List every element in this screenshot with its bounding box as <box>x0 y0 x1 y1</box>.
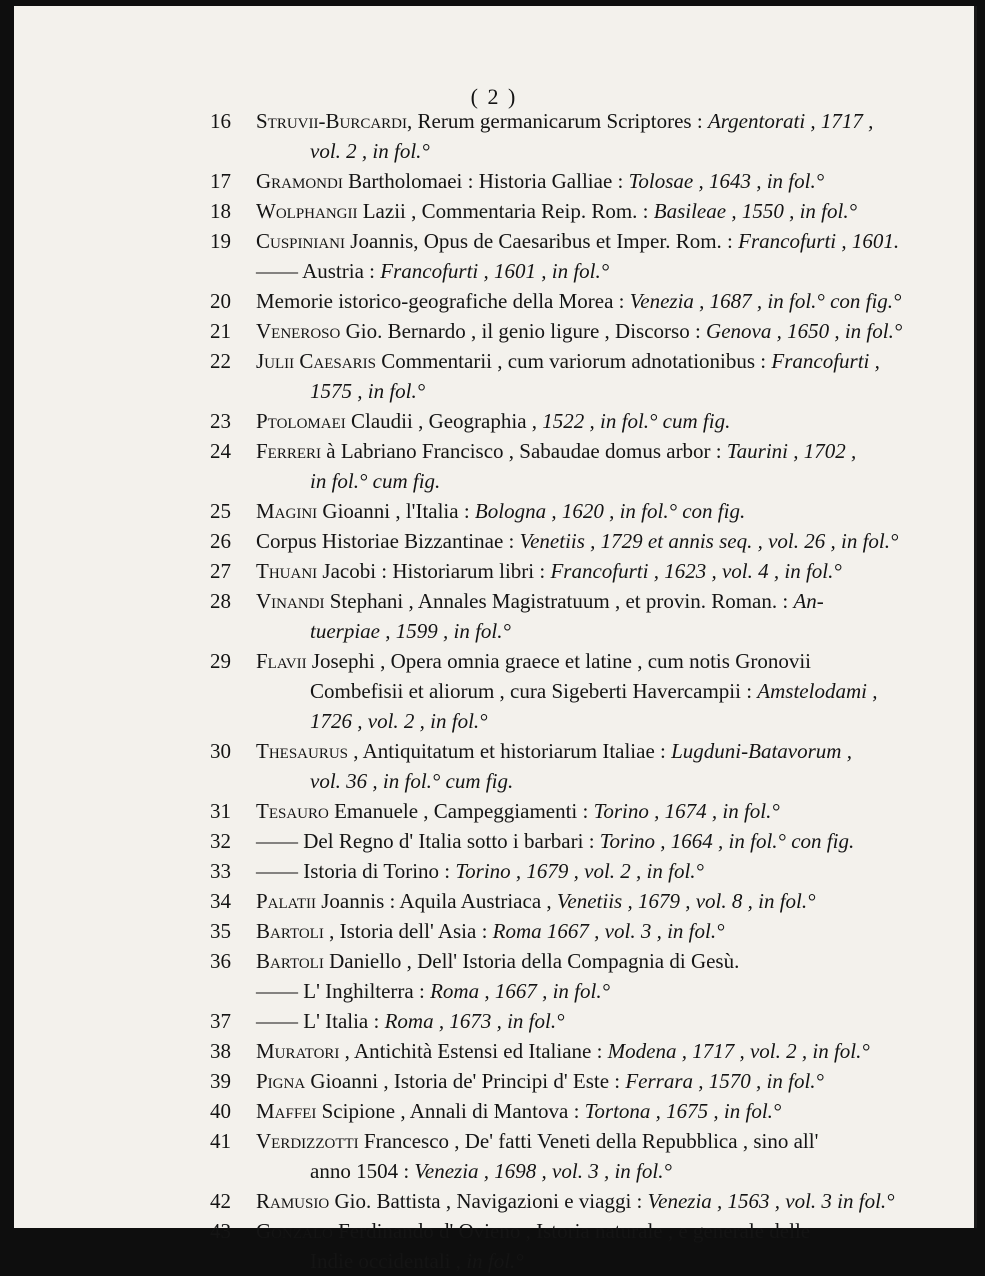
publication-info: 1575 , in fol.° <box>310 379 426 403</box>
author-name: Veneroso <box>256 319 341 343</box>
entry-text <box>256 406 730 436</box>
entry-number: 37 <box>210 1009 231 1033</box>
author-name: Ferreri <box>256 439 322 463</box>
entry-continuation-line <box>14 1246 974 1276</box>
entry-line <box>14 826 974 856</box>
entry-text <box>310 616 511 646</box>
entry-text <box>256 886 816 916</box>
author-name: Palatii <box>256 889 316 913</box>
title-text: Josephi , Opera omnia graece et latine , cum notis Gronovii <box>306 649 812 673</box>
author-name: Bartoli <box>256 949 324 973</box>
entry-number: 25 <box>210 499 231 523</box>
bibliography-entry <box>14 256 974 286</box>
title-text: Lazii , Commentaria Reip. Rom. : <box>357 199 654 223</box>
entry-continuation-line <box>14 1156 974 1186</box>
entry-number: 41 <box>210 1129 231 1153</box>
entry-number: 16 <box>210 109 231 133</box>
entry-number: 39 <box>210 1069 231 1093</box>
entry-line <box>14 796 974 826</box>
title-text: , Istoria dell' Asia : <box>323 919 493 943</box>
author-name: Gramondi <box>256 169 343 193</box>
title-text: Gio. Bernardo , il genio ligure , Discorso : <box>340 319 707 343</box>
title-text: Gio. Battista , Navigazioni e viaggi : <box>329 1189 648 1213</box>
bibliography-entry <box>14 406 974 436</box>
title-text: Francesco , De' fatti Veneti della Repubblica , sino all' <box>358 1129 819 1153</box>
title-text: —— L' Inghilterra : <box>256 979 431 1003</box>
entry-number: 23 <box>210 409 231 433</box>
author-name: Pigna <box>256 1069 306 1093</box>
entry-number: 19 <box>210 229 231 253</box>
entry-text <box>256 586 824 616</box>
entry-line <box>14 586 974 616</box>
title-text: Combefisii et aliorum , cura Sigeberti Havercampii : <box>310 679 758 703</box>
bibliography-entry <box>14 796 974 826</box>
entry-number: 36 <box>210 949 231 973</box>
entry-text <box>256 1186 895 1216</box>
publication-info: tuerpiae , 1599 , in fol.° <box>310 619 511 643</box>
title-text: Gioanni , Istoria de' Principi d' Este : <box>305 1069 626 1093</box>
entry-number: 35 <box>210 919 231 943</box>
entry-number: 27 <box>210 559 231 583</box>
entry-text <box>256 556 842 586</box>
author-name: Thuani <box>256 559 318 583</box>
author-name: Thesaurus <box>256 739 349 763</box>
entry-line <box>14 856 974 886</box>
author-name: Maffei <box>256 1099 317 1123</box>
entry-line <box>14 226 974 256</box>
entry-number: 17 <box>210 169 231 193</box>
bibliography-entry <box>14 436 974 496</box>
entry-number: 24 <box>210 439 231 463</box>
bibliography-entry <box>14 886 974 916</box>
entry-continuation-line <box>14 706 974 736</box>
publication-info: Taurini , 1702 , <box>726 439 857 463</box>
entry-line <box>14 406 974 436</box>
publication-info: in fol.° cum fig. <box>310 469 441 493</box>
entry-text <box>256 166 824 196</box>
entry-text <box>256 436 856 466</box>
entry-line <box>14 916 974 946</box>
entry-text <box>256 196 857 226</box>
page-number: ( 2 ) <box>470 84 518 109</box>
entry-number: 22 <box>210 349 231 373</box>
entry-number: 21 <box>210 319 231 343</box>
author-name: Tesauro <box>256 799 329 823</box>
bibliography-entry <box>14 556 974 586</box>
bibliography-entry <box>14 856 974 886</box>
bibliography-entry <box>14 1126 974 1186</box>
entry-text <box>256 346 880 376</box>
publication-info: Francofurti , 1601 , in fol.° <box>380 259 610 283</box>
bibliography-entry <box>14 1066 974 1096</box>
author-name: Ramusio <box>256 1189 330 1213</box>
author-name: Julii Caesaris <box>256 349 376 373</box>
title-text: —— Austria : <box>256 259 381 283</box>
entry-line <box>14 1126 974 1156</box>
publication-info: vol. 36 , in fol.° cum fig. <box>310 769 514 793</box>
entry-line <box>14 256 974 286</box>
document-page <box>14 6 977 1273</box>
entry-continuation-line <box>14 466 974 496</box>
author-name: Magini <box>256 499 318 523</box>
publication-info: Francofurti , 1623 , vol. 4 , in fol.° <box>550 559 842 583</box>
bibliography-entry <box>14 976 974 1006</box>
entry-number: 26 <box>210 529 231 553</box>
entry-number: 33 <box>210 859 231 883</box>
publication-info: Torino , 1674 , in fol.° <box>593 799 780 823</box>
bibliography-entry <box>14 496 974 526</box>
entry-text <box>256 1006 565 1036</box>
publication-info: 1522 , in fol.° cum fig. <box>542 409 731 433</box>
entry-text <box>256 1096 781 1126</box>
entry-line <box>14 106 974 136</box>
entry-number: 30 <box>210 739 231 763</box>
publication-info: Roma 1667 , vol. 3 , in fol.° <box>492 919 725 943</box>
entry-text <box>256 1126 818 1156</box>
entry-text <box>256 826 854 856</box>
bibliography-entry <box>14 106 974 166</box>
bibliography-entry <box>14 196 974 226</box>
publication-info: Venezia , 1563 , vol. 3 in fol.° <box>647 1189 895 1213</box>
title-text: , Rerum germanicarum Scriptores : <box>407 109 708 133</box>
entry-number: 38 <box>210 1039 231 1063</box>
publication-info: Argentorati , 1717 , <box>707 109 874 133</box>
entry-text <box>256 646 811 676</box>
publication-info: Lugduni-Batavorum , <box>671 739 852 763</box>
entry-line <box>14 346 974 376</box>
title-text: Commentarii , cum variorum adnotationibus : <box>375 349 772 373</box>
entry-text <box>256 316 902 346</box>
publication-info: Tolosae , 1643 , in fol.° <box>628 169 825 193</box>
entry-number: 40 <box>210 1099 231 1123</box>
entry-number: 18 <box>210 199 231 223</box>
bibliography-list <box>14 106 974 1276</box>
publication-info: Torino , 1664 , in fol.° con fig. <box>599 829 855 853</box>
entry-text <box>256 256 609 286</box>
title-text: Jacobi : Historiarum libri : <box>317 559 551 583</box>
title-text: Ferdinando d' Ovieno , Istoria naturale , e generale delle <box>332 1219 811 1243</box>
title-text: Stephani , Annales Magistratuum , et provin. Roman. : <box>324 589 794 613</box>
bibliography-entry <box>14 646 974 736</box>
publication-info: Venezia , 1698 , vol. 3 , in fol.° <box>414 1159 672 1183</box>
entry-line <box>14 1036 974 1066</box>
entry-continuation-line <box>14 676 974 706</box>
entry-text <box>310 136 430 166</box>
bibliography-entry <box>14 946 974 976</box>
entry-text <box>256 916 724 946</box>
publication-info: Francofurti , 1601. <box>738 229 900 253</box>
entry-number: 43 <box>210 1219 231 1243</box>
publication-info: 1726 , vol. 2 , in fol.° <box>310 709 488 733</box>
entry-number: 29 <box>210 649 231 673</box>
publication-info: Roma , 1667 , in fol.° <box>430 979 610 1003</box>
entry-text <box>310 376 425 406</box>
bibliography-entry <box>14 526 974 556</box>
entry-line <box>14 196 974 226</box>
entry-text <box>256 736 852 766</box>
entry-number: 28 <box>210 589 231 613</box>
publication-info: Venetiis , 1729 et annis seq. , vol. 26 , in fol.° <box>519 529 899 553</box>
title-text: Gioanni , l'Italia : <box>317 499 475 523</box>
title-text: Memorie istorico-geografiche della Morea : <box>256 289 630 313</box>
entry-text <box>310 706 488 736</box>
entry-text <box>256 496 745 526</box>
entry-number: 32 <box>210 829 231 853</box>
entry-line <box>14 946 974 976</box>
bibliography-entry <box>14 916 974 946</box>
author-name: Vinandi <box>256 589 325 613</box>
entry-text <box>256 1066 824 1096</box>
title-text: Indie occidentali , <box>310 1249 467 1273</box>
entry-text <box>256 856 704 886</box>
entry-line <box>14 556 974 586</box>
entry-line <box>14 736 974 766</box>
title-text: Bartholomaei : Historia Galliae : <box>342 169 629 193</box>
entry-text <box>256 526 898 556</box>
entry-line <box>14 286 974 316</box>
entry-text <box>310 1246 524 1276</box>
entry-text <box>256 286 901 316</box>
publication-info: Genova , 1650 , in fol.° <box>706 319 903 343</box>
entry-line <box>14 646 974 676</box>
bibliography-entry <box>14 1036 974 1066</box>
title-text: Corpus Historiae Bizzantinae : <box>256 529 520 553</box>
bibliography-entry <box>14 1096 974 1126</box>
title-text: —— Istoria di Torino : <box>256 859 456 883</box>
publication-info: Torino , 1679 , vol. 2 , in fol.° <box>455 859 704 883</box>
entry-number: 34 <box>210 889 231 913</box>
entry-line <box>14 976 974 1006</box>
entry-number: 20 <box>210 289 231 313</box>
title-text: Joannis : Aquila Austriaca , <box>316 889 557 913</box>
entry-line <box>14 526 974 556</box>
title-text: Scipione , Annali di Mantova : <box>316 1099 585 1123</box>
entry-line <box>14 316 974 346</box>
title-text: anno 1504 : <box>310 1159 415 1183</box>
bibliography-entry <box>14 1216 974 1276</box>
title-text: Emanuele , Campeggiamenti : <box>328 799 594 823</box>
entry-number: 31 <box>210 799 231 823</box>
entry-text <box>256 1216 810 1246</box>
entry-line <box>14 1216 974 1246</box>
publication-info: Bologna , 1620 , in fol.° con fig. <box>474 499 746 523</box>
publication-info: Basileae , 1550 , in fol.° <box>653 199 857 223</box>
title-text: , Antichità Estensi ed Italiane : <box>339 1039 608 1063</box>
bibliography-entry <box>14 286 974 316</box>
author-name: Muratori <box>256 1039 340 1063</box>
entry-text <box>310 1156 672 1186</box>
entry-continuation-line <box>14 376 974 406</box>
bibliography-entry <box>14 1186 974 1216</box>
title-text: Daniello , Dell' Istoria della Compagnia di Gesù. <box>323 949 740 973</box>
entry-continuation-line <box>14 616 974 646</box>
entry-text <box>256 796 780 826</box>
entry-line <box>14 1066 974 1096</box>
entry-line <box>14 166 974 196</box>
entry-line <box>14 886 974 916</box>
publication-info: Roma , 1673 , in fol.° <box>384 1009 565 1033</box>
publication-info: Venezia , 1687 , in fol.° con fig.° <box>629 289 902 313</box>
entry-text <box>256 226 899 256</box>
bibliography-entry <box>14 826 974 856</box>
bibliography-entry <box>14 166 974 196</box>
entry-text <box>310 466 440 496</box>
bibliography-entry <box>14 226 974 256</box>
entry-line <box>14 436 974 466</box>
bibliography-entry <box>14 1006 974 1036</box>
entry-line <box>14 1186 974 1216</box>
author-name: Struvii-Burcardi <box>256 109 408 133</box>
bibliography-entry <box>14 346 974 406</box>
publication-info: Francofurti , <box>771 349 880 373</box>
title-text: , Antiquitatum et historiarum Italiae : <box>348 739 672 763</box>
entry-text <box>310 766 513 796</box>
author-name: Ptolomaei <box>256 409 346 433</box>
entry-continuation-line <box>14 766 974 796</box>
title-text: Joannis, Opus de Caesaribus et Imper. Rom. : <box>345 229 739 253</box>
title-text: Claudii , Geographia , <box>345 409 543 433</box>
entry-text <box>256 1036 870 1066</box>
publication-info: Amstelodami , <box>757 679 878 703</box>
author-name: Flavii <box>256 649 307 673</box>
publication-info: vol. 2 , in fol.° <box>310 139 430 163</box>
author-name: Wolphangii <box>256 199 358 223</box>
publication-info: in fol.° <box>466 1249 524 1273</box>
entry-number: 42 <box>210 1189 231 1213</box>
publication-info: Venetiis , 1679 , vol. 8 , in fol.° <box>556 889 816 913</box>
title-text: à Labriano Francisco , Sabaudae domus arbor : <box>321 439 727 463</box>
author-name: Verdizzotti <box>256 1129 359 1153</box>
entry-text <box>256 946 739 976</box>
publication-info: Tortona , 1675 , in fol.° <box>584 1099 782 1123</box>
entry-line <box>14 496 974 526</box>
entry-line <box>14 1096 974 1126</box>
author-name: Cuspiniani <box>256 229 346 253</box>
entry-text <box>256 976 610 1006</box>
bibliography-entry <box>14 586 974 646</box>
entry-text <box>256 106 873 136</box>
entry-continuation-line <box>14 136 974 166</box>
entry-text <box>310 676 877 706</box>
publication-info: An- <box>793 589 824 613</box>
author-name: Bartoli <box>256 919 324 943</box>
entry-line <box>14 1006 974 1036</box>
bibliography-entry <box>14 316 974 346</box>
author-name: Gonzalo <box>256 1219 333 1243</box>
title-text: —— Del Regno d' Italia sotto i barbari : <box>256 829 600 853</box>
publication-info: Ferrara , 1570 , in fol.° <box>625 1069 824 1093</box>
bibliography-entry <box>14 736 974 796</box>
title-text: —— L' Italia : <box>256 1009 385 1033</box>
publication-info: Modena , 1717 , vol. 2 , in fol.° <box>607 1039 870 1063</box>
